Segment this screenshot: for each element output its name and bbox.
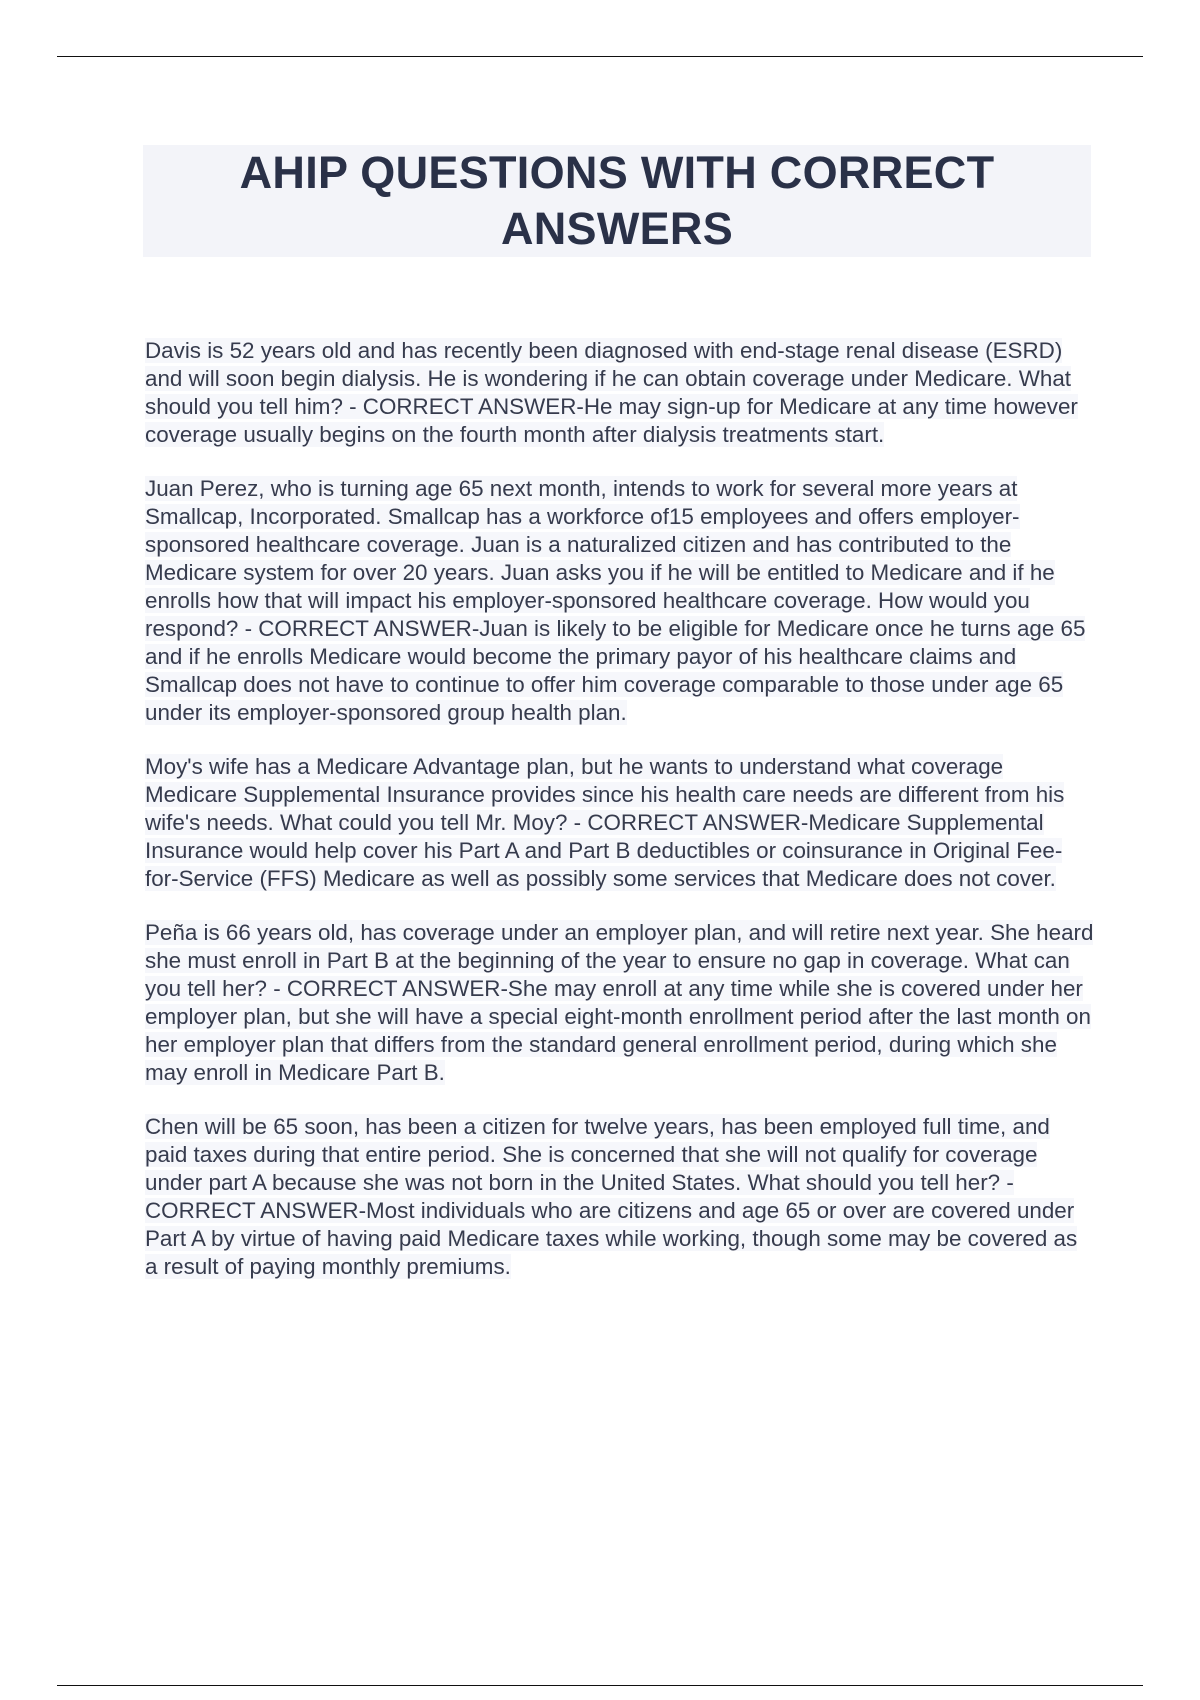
- qa-entry-text: Chen will be 65 soon, has been a citizen for twelve years, has been employed full time, and paid taxes during that entire period. She is concerned that she will not qualify for coverage under part A because she was not born in the United States. What should you tell her? - CORRECT ANSWER-Most individuals who are citizens and age 65 or over are covered under Part A by virtue of having paid Medicare taxes while working, though some may be covered as a result of paying monthly premiums.: [145, 1114, 1078, 1279]
- qa-entry-text: Davis is 52 years old and has recently been diagnosed with end-stage renal disease (ESRD) and will soon begin dialysis. He is wondering if he can obtain coverage under Medicare. What should you tell him? - CORRECT ANSWER-He may sign-up for Medicare at any time however coverage usually begins on the fourth month after dialysis treatments start.: [145, 338, 1078, 447]
- qa-entry: [145, 919, 1095, 1087]
- qa-entry: [145, 475, 1095, 727]
- document-title: AHIP QUESTIONS WITH CORRECT ANSWERS: [239, 147, 995, 254]
- qa-entry-text: Moy's wife has a Medicare Advantage plan, but he wants to understand what coverage Medicare Supplemental Insurance provides since his health care needs are different from his wife's needs. What could you tell Mr. Moy? - CORRECT ANSWER-Medicare Supplemental Insurance would help cover his Part A and Part B deductibles or coinsurance in Original Fee-for-Service (FFS) Medicare as well as possibly some services that Medicare does not cover.: [145, 754, 1065, 891]
- qa-entry: [145, 337, 1095, 449]
- top-rule: [57, 56, 1143, 57]
- qa-list: [145, 337, 1095, 1307]
- bottom-rule: [57, 1685, 1143, 1686]
- qa-entry: [145, 753, 1095, 893]
- qa-entry-text: Peña is 66 years old, has coverage under an employer plan, and will retire next year. She heard she must enroll in Part B at the beginning of the year to ensure no gap in coverage. What can you tell her? - CORRECT ANSWER-She may enroll at any time while she is covered under her employer plan, but she will have a special eight-month enrollment period after the last month on her employer plan that differs from the standard general enrollment period, during which she may enroll in Medicare Part B.: [145, 920, 1094, 1085]
- title-banner: [143, 145, 1091, 257]
- qa-entry-text: Juan Perez, who is turning age 65 next month, intends to work for several more years at Smallcap, Incorporated. Smallcap has a workforce of15 employees and offers employer-sponsored healthcare coverage. Juan is a naturalized citizen and has contributed to the Medicare system for over 20 years. Juan asks you if he will be entitled to Medicare and if he enrolls how that will impact his employer-sponsored healthcare coverage. How would you respond? - CORRECT ANSWER-Juan is likely to be eligible for Medicare once he turns age 65 and if he enrolls Medicare would become the primary payor of his healthcare claims and Smallcap does not have to continue to offer him coverage comparable to those under age 65 under its employer-sponsored group health plan.: [145, 476, 1086, 725]
- qa-entry: [145, 1113, 1095, 1281]
